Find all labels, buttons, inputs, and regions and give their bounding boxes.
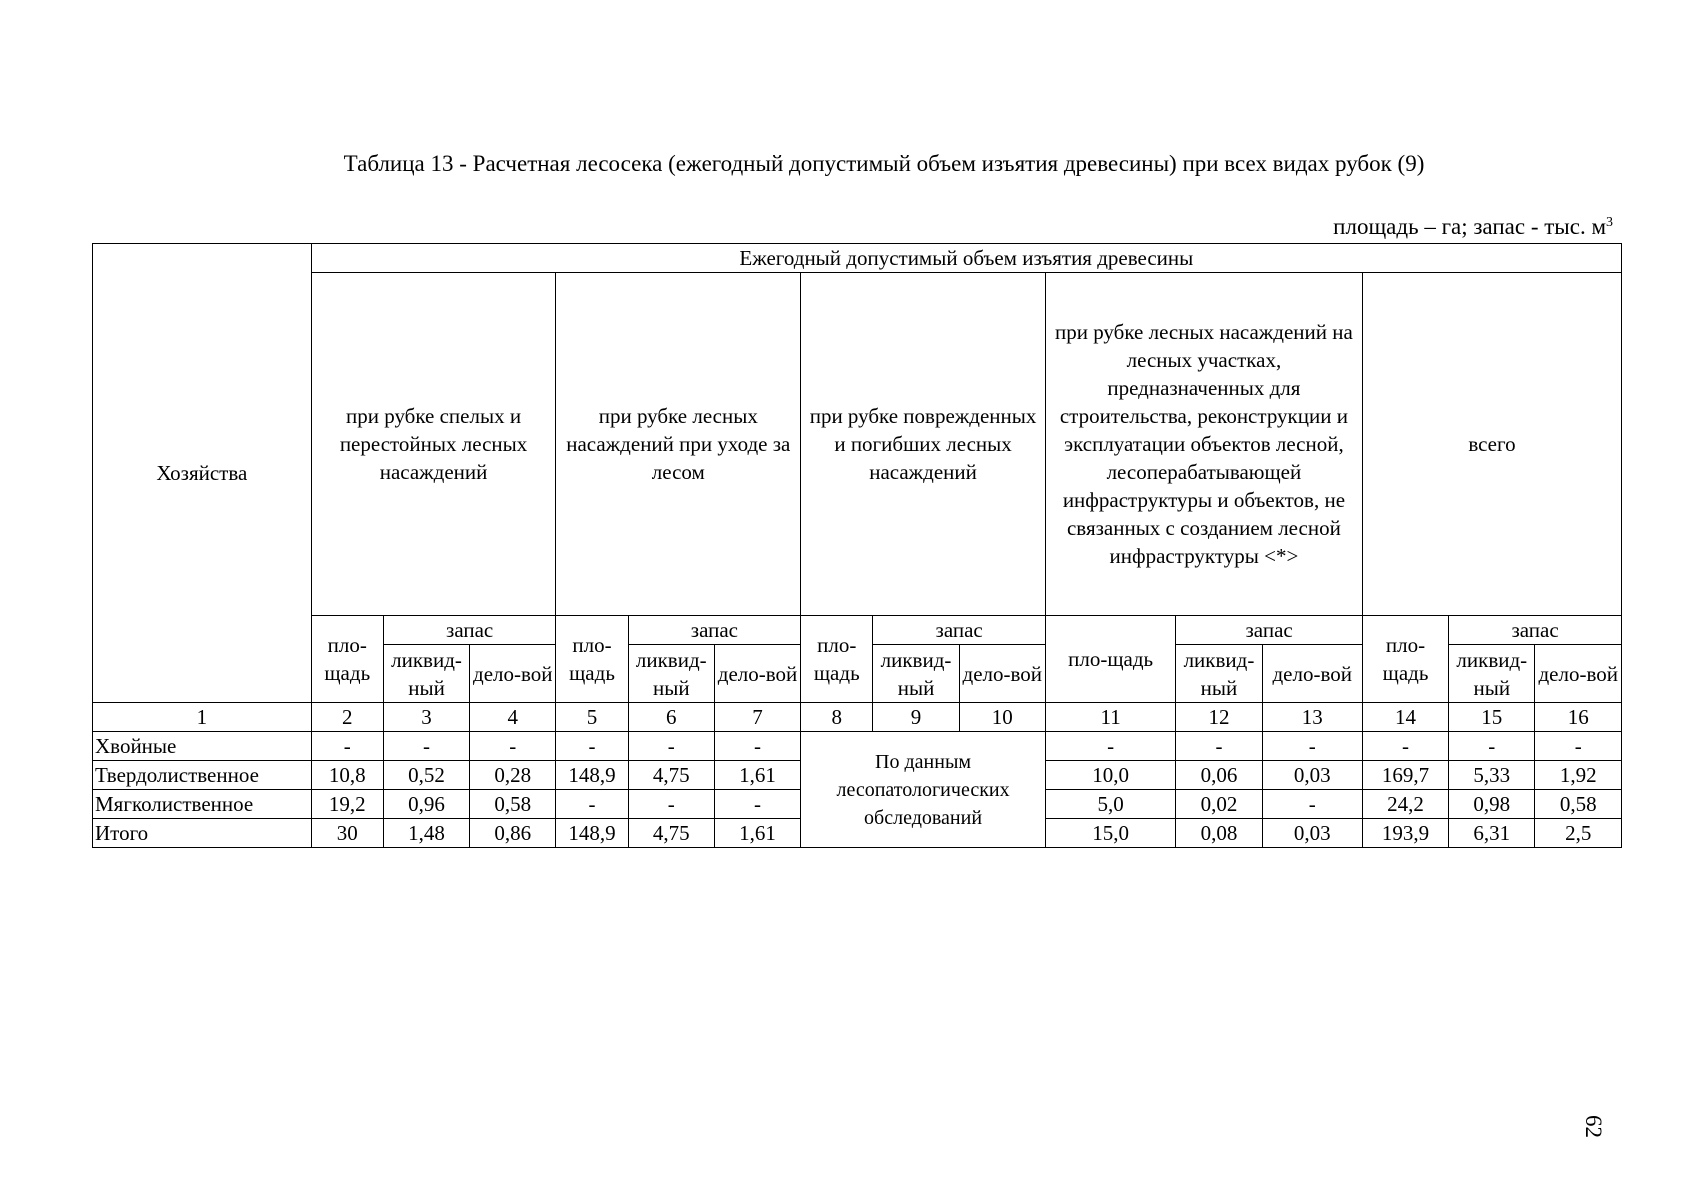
farm-name: Мягколиственное (93, 790, 312, 819)
value-cell: 0,58 (470, 790, 556, 819)
farm-name: Итого (93, 819, 312, 848)
farm-name: Хвойные (93, 732, 312, 761)
subheader-liquid: ликвид-ный (628, 645, 714, 703)
value-cell: 10,8 (311, 761, 383, 790)
value-cell: 2,5 (1535, 819, 1622, 848)
column-number: 9 (873, 703, 959, 732)
subheader-liquid: ликвид-ный (383, 645, 469, 703)
value-cell: 0,03 (1262, 819, 1362, 848)
value-cell: - (1535, 732, 1622, 761)
column-number: 13 (1262, 703, 1362, 732)
value-cell: 0,06 (1176, 761, 1262, 790)
subheader-liquid: ликвид-ный (1449, 645, 1535, 703)
value-cell: 24,2 (1362, 790, 1448, 819)
sanitary-survey-note: По данным лесопатологических обследований (801, 732, 1046, 848)
value-cell: 5,33 (1449, 761, 1535, 790)
value-cell: 0,28 (470, 761, 556, 790)
value-cell: 0,58 (1535, 790, 1622, 819)
column-number: 7 (714, 703, 800, 732)
header-annual-volume: Ежегодный допустимый объем изъятия древесины (311, 244, 1621, 273)
value-cell: - (714, 732, 800, 761)
value-cell: 0,86 (470, 819, 556, 848)
value-cell: - (1262, 790, 1362, 819)
units-note (1333, 213, 1613, 241)
value-cell: 1,48 (383, 819, 469, 848)
value-cell: - (470, 732, 556, 761)
subheader-business: дело-вой (959, 645, 1045, 703)
value-cell: 19,2 (311, 790, 383, 819)
value-cell: - (628, 790, 714, 819)
value-cell: 1,61 (714, 819, 800, 848)
value-cell: - (628, 732, 714, 761)
column-number: 12 (1176, 703, 1262, 732)
subheader-stock: запас (1176, 616, 1363, 645)
value-cell: 148,9 (556, 761, 628, 790)
subheader-stock: запас (383, 616, 556, 645)
value-cell: - (1262, 732, 1362, 761)
column-number: 3 (383, 703, 469, 732)
column-number: 5 (556, 703, 628, 732)
subheader-business: дело-вой (1535, 645, 1622, 703)
value-cell: 4,75 (628, 819, 714, 848)
subheader-business: дело-вой (470, 645, 556, 703)
subheader-business: дело-вой (1262, 645, 1362, 703)
units-text: площадь – га; запас - тыс. м (1333, 214, 1606, 239)
value-cell: 15,0 (1045, 819, 1175, 848)
value-cell: 0,03 (1262, 761, 1362, 790)
header-group-total: всего (1362, 273, 1621, 616)
column-number: 6 (628, 703, 714, 732)
value-cell: - (714, 790, 800, 819)
value-cell: 1,61 (714, 761, 800, 790)
value-cell: - (556, 790, 628, 819)
value-cell: - (1362, 732, 1448, 761)
header-group-construction: при рубке лесных насаждений на лесных участках, предназначенных для строительства, реконструкции и эксплуатации объектов лесной, лесоперабатывающей инфраструктуры и объектов, не связанных с созданием лесной инфраструктуры <*> (1045, 273, 1362, 616)
subheader-area: пло-щадь (1362, 616, 1448, 703)
column-number: 4 (470, 703, 556, 732)
value-cell: 1,92 (1535, 761, 1622, 790)
header-group-thinning: при рубке лесных насаждений при уходе за лесом (556, 273, 801, 616)
subheader-liquid: ликвид-ный (1176, 645, 1262, 703)
page-number: 62 (1581, 1115, 1606, 1138)
subheader-row-1 (93, 616, 1622, 645)
column-number: 16 (1535, 703, 1622, 732)
value-cell: - (311, 732, 383, 761)
value-cell: - (1176, 732, 1262, 761)
subheader-area: пло-щадь (1045, 616, 1175, 703)
value-cell: - (1449, 732, 1535, 761)
farm-name: Твердолиственное (93, 761, 312, 790)
table-body (93, 732, 1622, 848)
subheader-area: пло-щадь (801, 616, 873, 703)
value-cell: 10,0 (1045, 761, 1175, 790)
table-row (93, 732, 1622, 761)
units-superscript: 3 (1606, 215, 1613, 230)
value-cell: 0,08 (1176, 819, 1262, 848)
column-number: 15 (1449, 703, 1535, 732)
value-cell: 148,9 (556, 819, 628, 848)
value-cell: 6,31 (1449, 819, 1535, 848)
subheader-stock: запас (628, 616, 801, 645)
column-number: 1 (93, 703, 312, 732)
header-farms: Хозяйства (93, 244, 312, 703)
column-number: 14 (1362, 703, 1448, 732)
value-cell: 0,98 (1449, 790, 1535, 819)
subheader-stock: запас (873, 616, 1046, 645)
value-cell: 0,96 (383, 790, 469, 819)
value-cell: - (1045, 732, 1175, 761)
cutting-volume-table (92, 243, 1622, 848)
value-cell: 193,9 (1362, 819, 1448, 848)
value-cell: - (383, 732, 469, 761)
value-cell: 5,0 (1045, 790, 1175, 819)
value-cell: 0,52 (383, 761, 469, 790)
column-number: 8 (801, 703, 873, 732)
value-cell: 30 (311, 819, 383, 848)
subheader-stock: запас (1449, 616, 1622, 645)
header-group-mature: при рубке спелых и перестойных лесных насаждений (311, 273, 556, 616)
column-number: 10 (959, 703, 1045, 732)
value-cell: 169,7 (1362, 761, 1448, 790)
header-group-damaged: при рубке поврежденных и погибших лесных насаждений (801, 273, 1046, 616)
column-number-row (93, 703, 1622, 732)
column-number: 2 (311, 703, 383, 732)
value-cell: 0,02 (1176, 790, 1262, 819)
value-cell: 4,75 (628, 761, 714, 790)
value-cell: - (556, 732, 628, 761)
subheader-area: пло-щадь (311, 616, 383, 703)
subheader-area: пло-щадь (556, 616, 628, 703)
subheader-liquid: ликвид-ный (873, 645, 959, 703)
table-caption: Таблица 13 - Расчетная лесосека (ежегодный допустимый объем изъятия древесины) при всех видах рубок (9) (343, 151, 1425, 176)
subheader-business: дело-вой (714, 645, 800, 703)
column-number: 11 (1045, 703, 1175, 732)
